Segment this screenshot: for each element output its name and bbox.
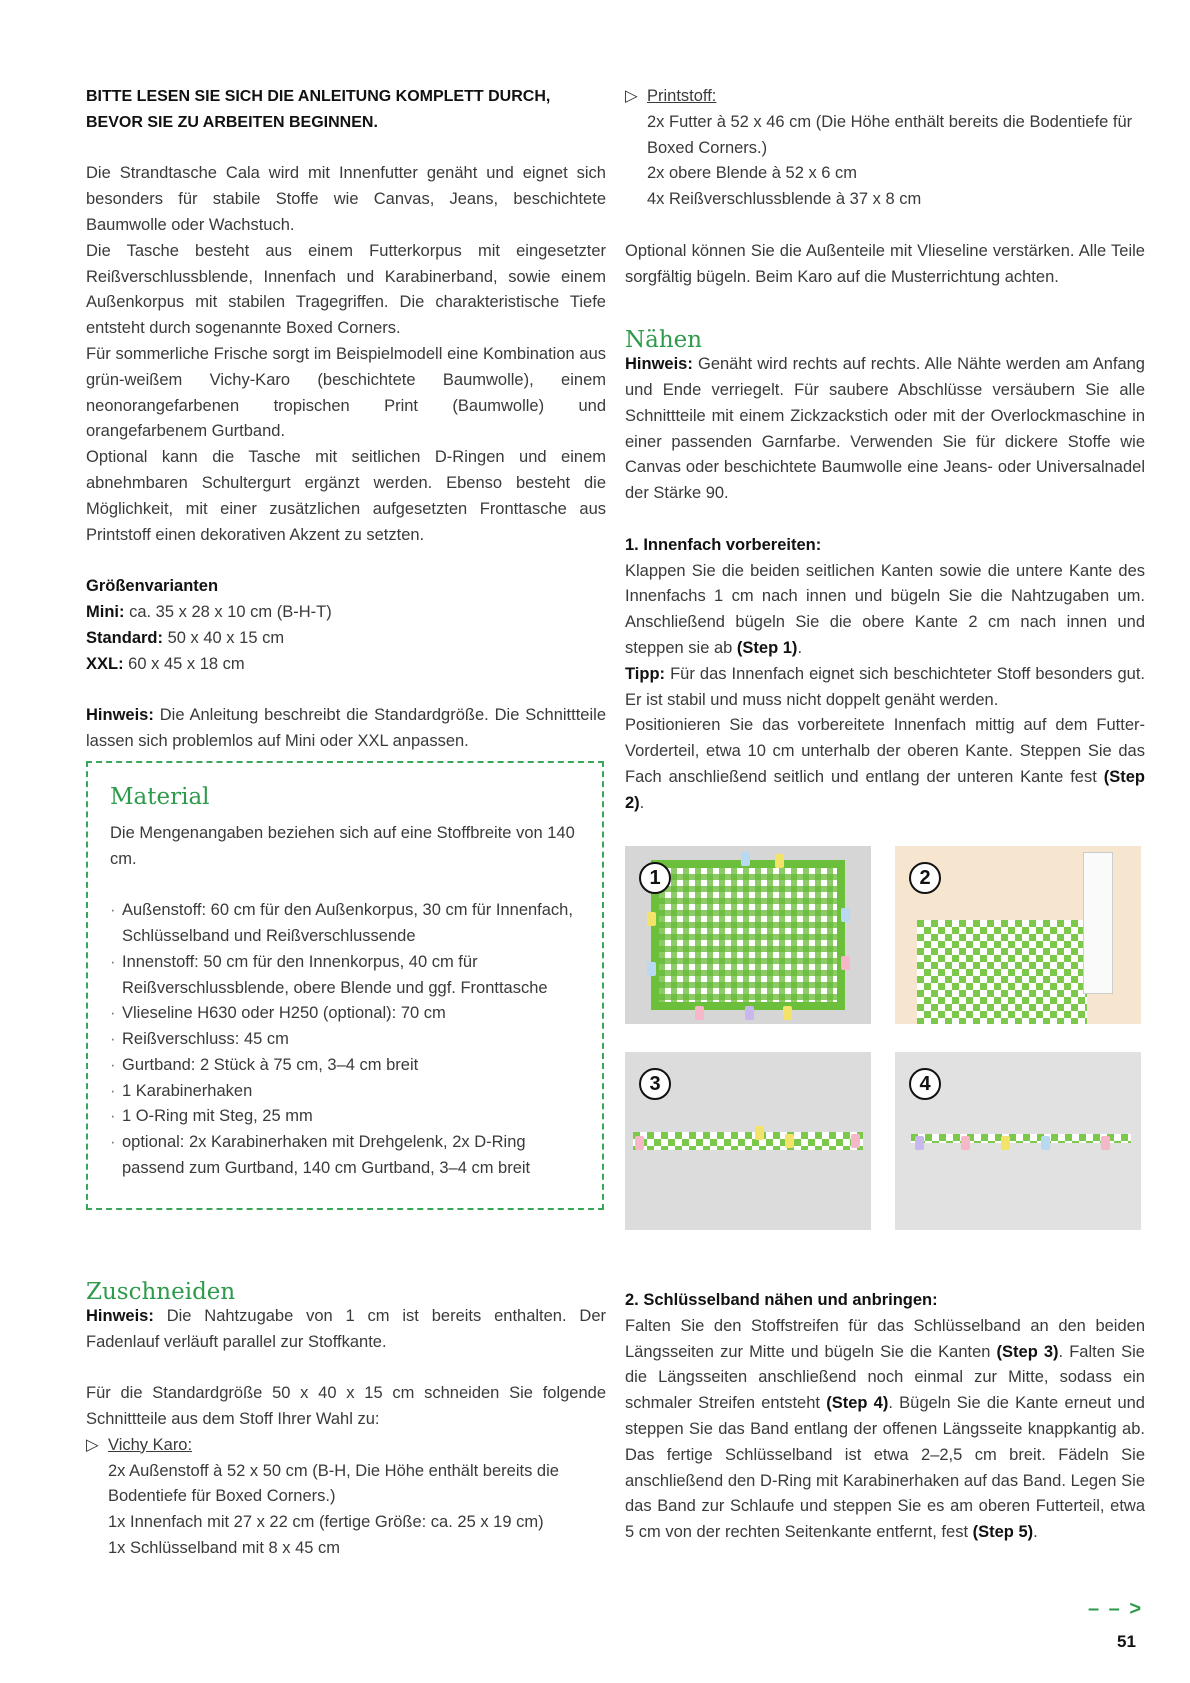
clip (841, 956, 850, 970)
size-standard-label: Standard: (86, 628, 164, 647)
material-item: · Reißverschluss: 45 cm (110, 1027, 580, 1053)
size-mini-value: ca. 35 x 28 x 10 cm (B-H-T) (124, 602, 332, 621)
material-box (86, 761, 604, 1210)
right-column (625, 84, 1145, 817)
step1-text-b: . (797, 638, 803, 657)
step2-text-b: . Falten Sie die Längsseiten anschließend noch einmal zur Mitte, sodass ein schmaler Streifen entsteht (625, 1342, 1145, 1413)
cutting-heading: Zuschneiden (86, 1278, 236, 1305)
clip (775, 854, 784, 868)
material-item: · Gurtband: 2 Stück à 75 cm, 3–4 cm breit (110, 1053, 580, 1079)
step2-section (625, 1288, 1145, 1546)
size-xxl-value: 60 x 45 x 18 cm (123, 654, 245, 673)
cutting-optional: Optional können Sie die Außenteile mit Vlieseline verstärken. Alle Teile sorgfältig bügeln. Beim Karo auf die Musterrichtung achten. (625, 241, 1145, 286)
size-xxl (86, 652, 606, 678)
ruler (1083, 852, 1113, 994)
sizes-note (86, 703, 606, 755)
print-item: 4x Reißverschlussblende à 37 x 8 cm (647, 190, 922, 209)
step2-text-d: . (1033, 1523, 1038, 1542)
position-text-b: . (639, 793, 645, 812)
step-number-3: 3 (639, 1068, 671, 1100)
size-mini-label: Mini: (86, 602, 125, 621)
clip (1101, 1136, 1110, 1150)
step2-text (625, 1314, 1145, 1546)
sewing-note (625, 352, 1145, 507)
sewing-note-label: Hinweis: (625, 355, 693, 374)
vichy-label: Vichy Karo: (108, 1435, 193, 1454)
cutting-note-label: Hinweis: (86, 1306, 154, 1325)
size-standard (86, 626, 606, 652)
clip (695, 1006, 704, 1020)
step-photo-4 (895, 1052, 1141, 1230)
clip (1041, 1136, 1050, 1150)
print-item: 2x obere Blende à 52 x 6 cm (647, 164, 858, 183)
step4-ref: (Step 4) (826, 1394, 889, 1413)
step-number-1: 1 (639, 862, 671, 894)
warning-line-2: BEVOR SIE ZU ARBEITEN BEGINNEN. (86, 113, 378, 131)
vichy-item: 2x Außenstoff à 52 x 50 cm (B-H, Die Höhe enthält bereits die Bodentiefe für Boxed Corners.) (108, 1461, 559, 1506)
clip (741, 852, 750, 866)
triangle-right-icon: ▷ (86, 1435, 99, 1454)
step-photo-3 (625, 1052, 871, 1230)
material-item: · 1 Karabinerhaken (110, 1079, 580, 1105)
print-heading (625, 84, 1145, 110)
vichy-heading (86, 1433, 606, 1459)
step1-text (625, 559, 1145, 662)
step-number-2: 2 (909, 862, 941, 894)
material-item: · Vlieseline H630 oder H250 (optional): 70 cm (110, 1001, 580, 1027)
step1-title: 1. Innenfach vorbereiten: (625, 535, 822, 554)
step3-ref: (Step 3) (996, 1342, 1059, 1361)
gingham-fabric (651, 860, 845, 1010)
clip (635, 1136, 644, 1150)
cutting-note-text: Die Nahtzugabe von 1 cm ist bereits enthalten. Der Fadenlauf verläuft parallel zur Stoffkante. (86, 1306, 606, 1351)
clip (647, 912, 656, 926)
material-item: · optional: 2x Karabinerhaken mit Drehgelenk, 2x D-Ring passend zum Gurtband, 140 cm Gurtband, 3–4 cm breit (110, 1130, 580, 1182)
clip (851, 1134, 860, 1148)
intro-paragraph-2: Die Tasche besteht aus einem Futterkorpus mit eingesetzter Reißverschlussblende, Innenfach und Karabinerband, sowie einem Außenkorpus mit stabilen Tragegriffen. Die charakteristische Tiefe entsteht durch sogenannte Boxed Corners. (86, 241, 606, 338)
material-heading: Material (110, 783, 210, 810)
triangle-right-icon: ▷ (625, 87, 638, 105)
clip (1001, 1136, 1010, 1150)
vichy-item: 1x Schlüsselband mit 8 x 45 cm (108, 1539, 341, 1558)
cutting-note (86, 1304, 606, 1356)
sizes-note-text: Die Anleitung beschreibt die Standardgröße. Die Schnittteile lassen sich problemlos auf Mini oder XXL anpassen. (86, 706, 606, 750)
size-xxl-label: XXL: (86, 654, 124, 673)
clip (961, 1136, 970, 1150)
position-ref: (Step 2) (625, 767, 1145, 812)
tip-text: Für das Innenfach eignet sich beschichteter Stoff besonders gut. Er ist stabil und muss nicht doppelt genäht werden. (625, 664, 1145, 709)
size-mini (86, 600, 606, 626)
position-text (625, 713, 1145, 816)
clip (755, 1126, 764, 1140)
step2-title: 2. Schlüsselband nähen und anbringen: (625, 1291, 938, 1309)
clip (745, 1006, 754, 1020)
intro-paragraph-1: Die Strandtasche Cala wird mit Innenfutter genäht und eignet sich besonders für stabile Stoffe wie Canvas, Jeans, beschichtete Baumwolle oder Wachstuch. (86, 164, 606, 234)
step5-ref: (Step 5) (972, 1523, 1034, 1542)
clip (647, 962, 656, 976)
sewing-note-text: Genäht wird rechts auf rechts. Alle Nähte werden am Anfang und Ende verriegelt. Für saubere Abschlüsse versäubern Sie alle Schnittteile mit einem Zickzackstich oder mit der Overlockmaschine in einer passenden Garnfarbe. Verwenden Sie für dickere Stoffe wie Canvas oder beschichtete Baumwolle eine Jeans- oder Universalnadel der Stärke 90. (625, 355, 1145, 503)
size-standard-value: 50 x 40 x 15 cm (163, 628, 285, 647)
step2-text-c: . Bügeln Sie die Kante erneut und steppen Sie das Band entlang der offenen Längsseite knappkantig ab. Das fertige Schlüsselband ist etwa 2–2,5 cm breit. Fädeln Sie anschließend den D-Ring mit Karabinerhaken auf das Band. Legen Sie das Band zur Schlaufe und steppen Sie es am oberen Futterteil, etwa 5 cm von der rechten Seitenkante entfernt, fest (625, 1394, 1145, 1542)
intro-paragraph-4: Optional kann die Tasche mit seitlichen D-Ringen und einem abnehmbaren Schultergurt ergänzt werden. Ebenso besteht die Möglichkeit, mit einer zusätzlichen aufgesetzten Fronttasche aus Printstoff einen dekorativen Akzent zu setzten. (86, 448, 606, 544)
left-column (86, 84, 606, 1562)
step-photo-2 (895, 846, 1141, 1024)
next-page-arrow-icon: – – > (1088, 1598, 1144, 1620)
step-photo-1 (625, 846, 871, 1024)
step1-text-a: Klappen Sie die beiden seitlichen Kanten sowie die untere Kante des Innenfachs 1 cm nach innen und bügeln Sie die Nahtzugaben um. Anschließend bügeln Sie die obere Kante 2 cm nach innen und steppen sie ab (625, 561, 1145, 657)
sewing-heading: Nähen (625, 327, 703, 354)
warning-line-1: BITTE LESEN SIE SICH DIE ANLEITUNG KOMPLETT DURCH, (86, 88, 551, 105)
material-item: · 1 O-Ring mit Steg, 25 mm (110, 1104, 580, 1130)
vichy-item: 1x Innenfach mit 27 x 22 cm (fertige Größe: ca. 25 x 19 cm) (108, 1513, 544, 1532)
print-label: Printstoff: (647, 87, 717, 105)
cutting-intro: Für die Standardgröße 50 x 40 x 15 cm schneiden Sie folgende Schnittteile aus dem Stoff Ihrer Wahl zu: (86, 1384, 606, 1429)
tip-label: Tipp: (625, 664, 666, 683)
gingham-strip (633, 1132, 863, 1150)
intro-paragraph-3: Für sommerliche Frische sorgt im Beispielmodell eine Kombination aus grün-weißem Vichy-Karo (beschichtete Baumwolle), einem neonorangefarbenen tropischen Print (Baumwolle) und orangefarbenem Gurtband. (86, 344, 606, 441)
sizes-title: Größenvarianten (86, 577, 219, 596)
tip (625, 662, 1145, 714)
step-number-4: 4 (909, 1068, 941, 1100)
clip (915, 1136, 924, 1150)
position-text-a: Positionieren Sie das vorbereitete Innenfach mittig auf dem Futter-Vorderteil, etwa 10 cm unterhalb der oberen Kante. Steppen Sie das Fach anschließend seitlich und entlang der unteren Kante fest (625, 716, 1145, 786)
material-intro: Die Mengenangaben beziehen sich auf eine Stoffbreite von 140 cm. (110, 823, 575, 868)
step-photos (625, 846, 1142, 1230)
step2-text-a: Falten Sie den Stoffstreifen für das Schlüsselband an den beiden Längsseiten zur Mitte und bügeln Sie die Kanten (625, 1316, 1145, 1361)
material-item: · Innenstoff: 50 cm für den Innenkorpus, 40 cm für Reißverschlussblende, obere Blende und ggf. Fronttasche (110, 950, 580, 1002)
clip (783, 1006, 792, 1020)
clip (785, 1134, 794, 1148)
print-item: 2x Futter à 52 x 46 cm (Die Höhe enthält bereits die Bodentiefe für Boxed Corners.) (647, 112, 1133, 157)
gingham-strip (911, 1134, 1131, 1143)
gingham-fabric (917, 920, 1087, 1024)
material-item: · Außenstoff: 60 cm für den Außenkorpus, 30 cm für Innenfach, Schlüsselband und Reißverschlussende (110, 898, 580, 950)
page-number: 51 (1117, 1632, 1136, 1651)
sizes-note-label: Hinweis: (86, 706, 154, 725)
step1-ref: (Step 1) (736, 638, 798, 657)
clip (841, 908, 850, 922)
